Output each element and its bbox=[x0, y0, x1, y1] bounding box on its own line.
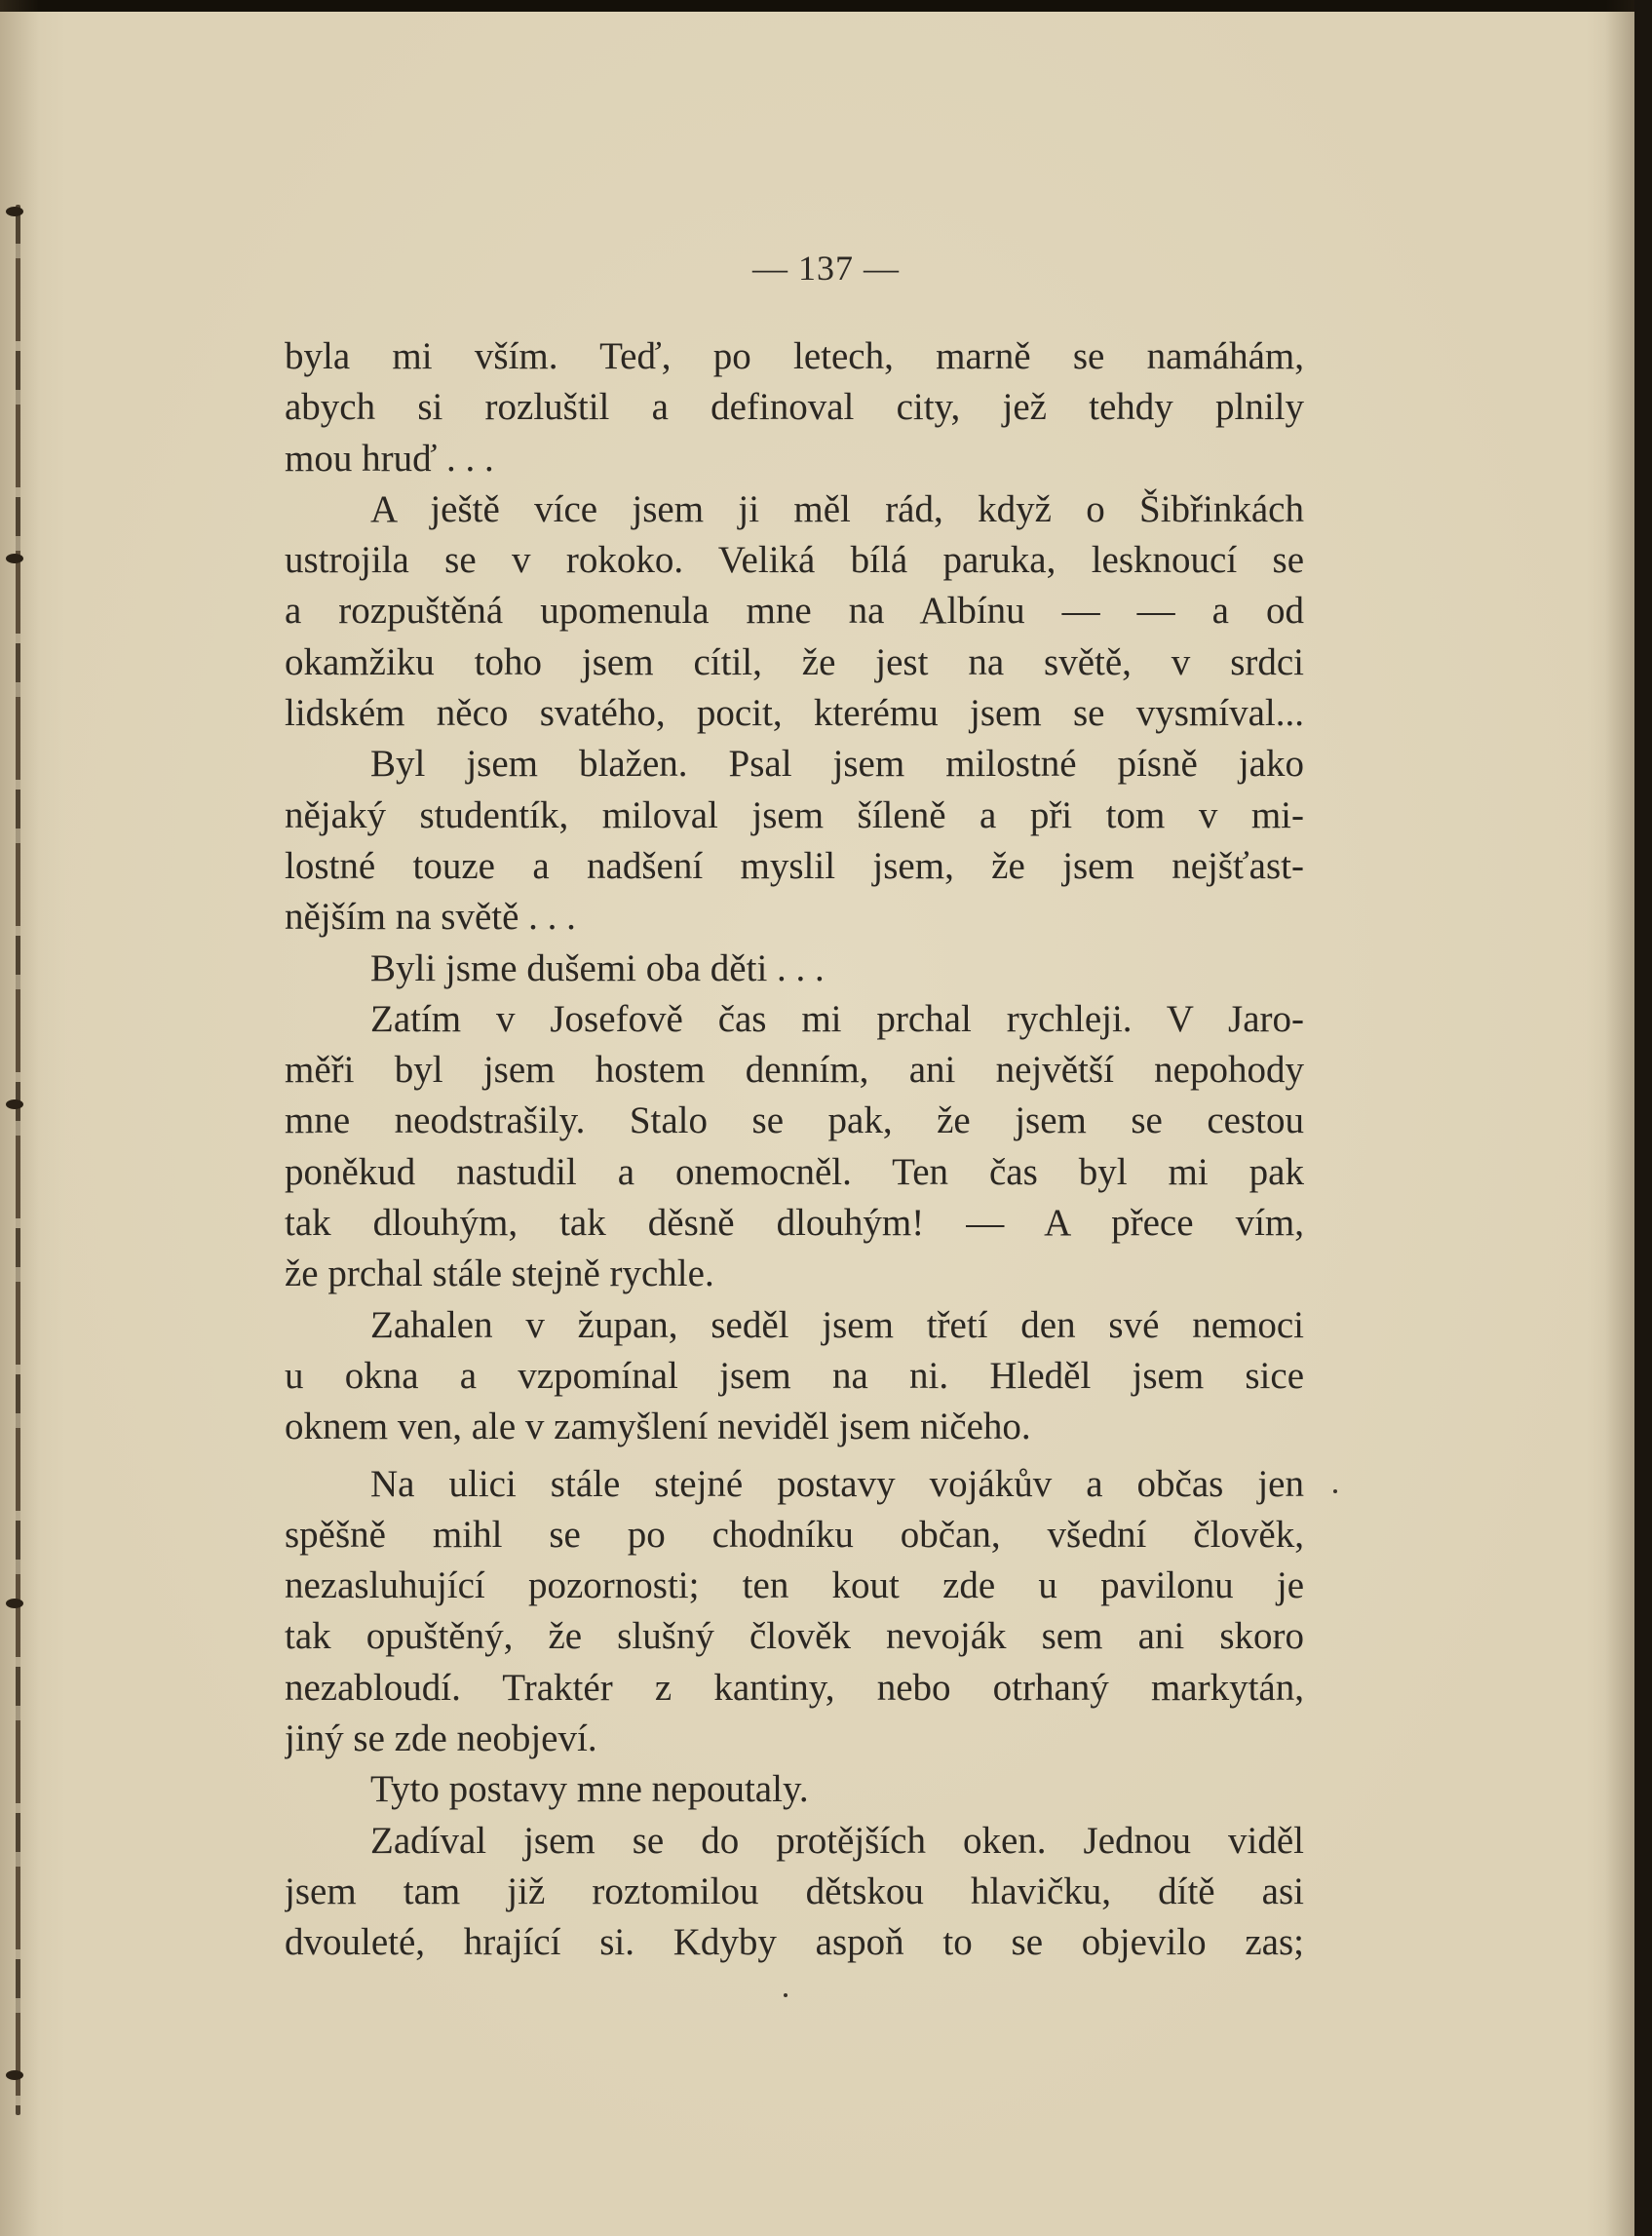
text-line: u okna a vzpomínal jsem na ni. Hleděl jsem sice bbox=[285, 1354, 1304, 1397]
scan-top-edge bbox=[0, 0, 1652, 12]
text-line: dvouleté, hrající si. Kdyby aspoň to se objevilo zas; bbox=[285, 1921, 1304, 1964]
ink-speck bbox=[1333, 1489, 1337, 1493]
text-line: okamžiku toho jsem cítil, že jest na světě, v srdci bbox=[285, 640, 1304, 683]
binding-mark bbox=[6, 207, 23, 216]
text-line: Na ulici stále stejné postavy vojákův a občas jen bbox=[370, 1462, 1304, 1505]
text-line: že prchal stále stejně rychle. bbox=[285, 1253, 714, 1295]
text-line: nějaký studentík, miloval jsem šíleně a při tom v mi- bbox=[285, 793, 1304, 836]
text-line: lidském něco svatého, pocit, kterému jsem se vysmíval... bbox=[285, 692, 1304, 735]
binding-mark bbox=[6, 2070, 23, 2080]
text-line: jiný se zde neobjeví. bbox=[285, 1717, 597, 1760]
text-line: abych si rozluštil a definoval city, jež tehdy plnily bbox=[285, 386, 1304, 429]
text-line: Byli jsme dušemi oba děti . . . bbox=[370, 946, 825, 989]
text-line: měři byl jsem hostem denním, ani největší nepohody bbox=[285, 1049, 1304, 1092]
text-line: Tyto postavy mne nepoutaly. bbox=[370, 1768, 809, 1811]
scan-right-edge bbox=[1634, 0, 1652, 2236]
text-line: poněkud nastudil a onemocněl. Ten čas byl mi pak bbox=[285, 1150, 1304, 1193]
text-line: mou hruď . . . bbox=[285, 437, 494, 480]
ink-speck bbox=[784, 1993, 788, 1997]
text-line: a rozpuštěná upomenula mne na Albínu — — a od bbox=[285, 590, 1304, 633]
binding-stitching bbox=[16, 205, 20, 2115]
binding-mark bbox=[6, 1599, 23, 1608]
text-line: mne neodstrašily. Stalo se pak, že jsem se cestou bbox=[285, 1099, 1304, 1142]
text-line: nezasluhující pozornosti; ten kout zde u pavilonu je bbox=[285, 1564, 1304, 1607]
text-line: nezabloudí. Traktér z kantiny, nebo otrhaný markytán, bbox=[285, 1666, 1304, 1709]
text-line: byla mi vším. Teď, po letech, marně se namáhám, bbox=[285, 335, 1304, 377]
text-line: tak dlouhým, tak děsně dlouhým! — A přece vím, bbox=[285, 1202, 1304, 1245]
text-line: Zahalen v župan, seděl jsem třetí den své nemoci bbox=[370, 1303, 1304, 1346]
text-line: Zatím v Josefově čas mi prchal rychleji. V Jaro- bbox=[370, 997, 1304, 1040]
text-line: lostné touze a nadšení myslil jsem, že jsem nejšťast- bbox=[285, 844, 1304, 887]
text-line: A ještě více jsem ji měl rád, když o Šibřinkách bbox=[370, 487, 1304, 530]
binding-mark bbox=[6, 1099, 23, 1109]
text-line: ustrojila se v rokoko. Veliká bílá paruka, lesknoucí se bbox=[285, 539, 1304, 582]
binding-mark bbox=[6, 554, 23, 563]
page-number: — 137 — bbox=[752, 249, 900, 288]
text-line: Byl jsem blažen. Psal jsem milostné písně jako bbox=[370, 743, 1304, 786]
text-line: Zadíval jsem se do protějších oken. Jednou viděl bbox=[370, 1819, 1304, 1862]
text-line: tak opuštěný, že slušný člověk nevoják sem ani skoro bbox=[285, 1615, 1304, 1658]
text-line: nějším na světě . . . bbox=[285, 896, 576, 939]
text-line: jsem tam již roztomilou dětskou hlavičku, dítě asi bbox=[285, 1870, 1304, 1912]
page-edge-shadow bbox=[1605, 0, 1634, 2236]
text-line: spěšně mihl se po chodníku občan, všední člověk, bbox=[285, 1513, 1304, 1556]
body-text bbox=[285, 331, 1304, 1969]
text-line: oknem ven, ale v zamyšlení neviděl jsem ničeho. bbox=[285, 1406, 1031, 1448]
